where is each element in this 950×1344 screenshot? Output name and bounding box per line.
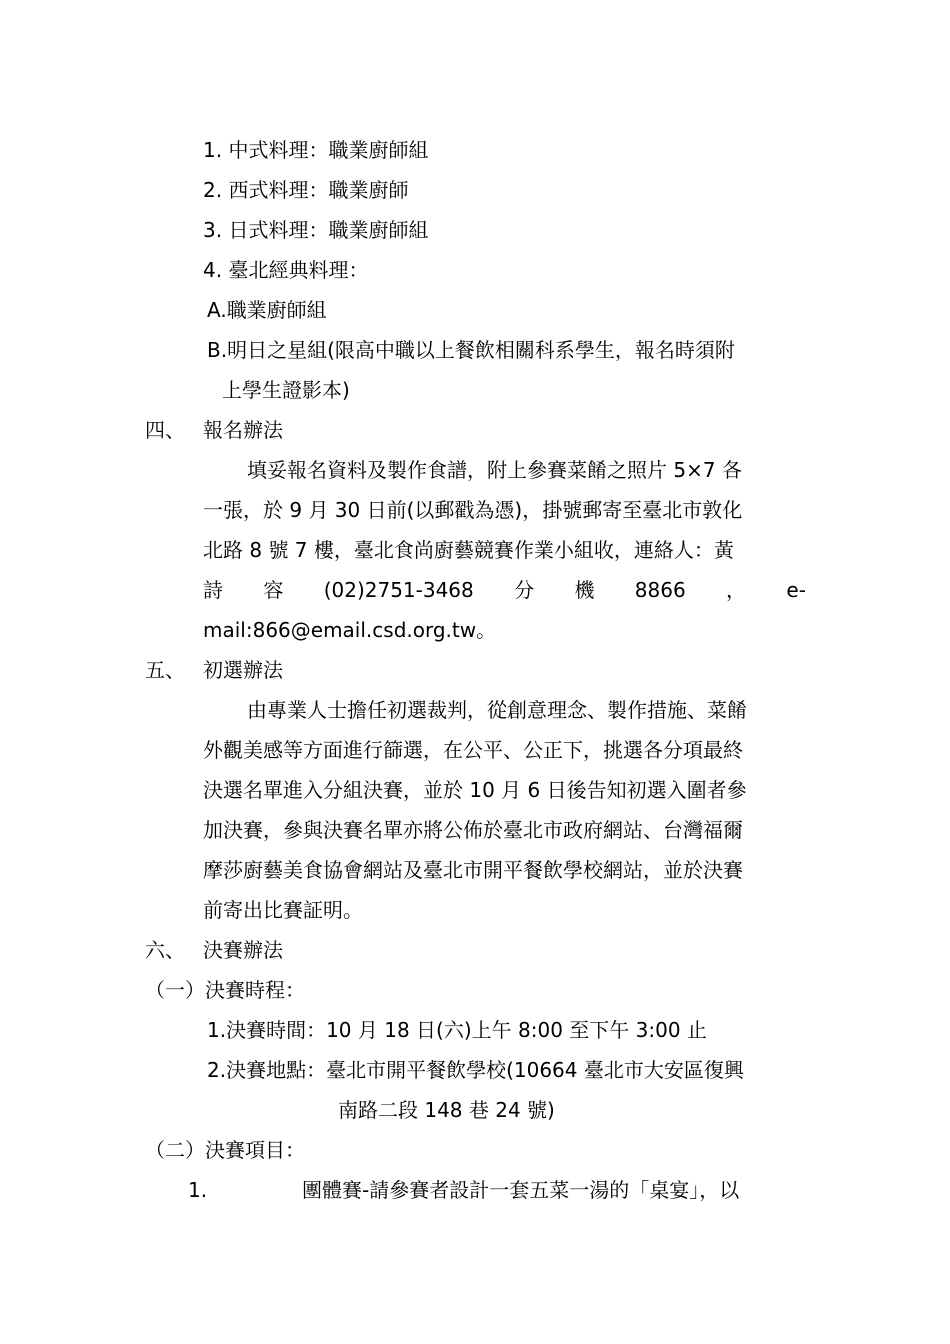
text-segment: e-: [786, 578, 806, 602]
category-item: 1. 中式料理：職業廚師組: [203, 138, 429, 162]
sub-category-item: A.職業廚師組: [207, 298, 327, 322]
sub-category-item: 上學生證影本): [222, 378, 350, 402]
subsection-title: （一）決賽時程：: [145, 978, 305, 1002]
schedule-item: 2.決賽地點：臺北市開平餐飲學校(10664 臺北市大安區復興: [207, 1058, 744, 1082]
paragraph-line: 由專業人士擔任初選裁判，從創意理念、製作措施、菜餚: [247, 698, 747, 722]
text-segment: ，: [726, 578, 747, 602]
paragraph-line: 外觀美感等方面進行篩選，在公平、公正下，挑選各分項最終: [203, 738, 743, 762]
subsection-title: （二）決賽項目：: [145, 1138, 305, 1162]
paragraph-line: 填妥報名資料及製作食譜，附上參賽菜餚之照片 5×7 各: [247, 458, 742, 482]
text-segment: 分: [514, 578, 535, 602]
text-segment: 機: [574, 578, 595, 602]
section-number: 五、: [145, 658, 185, 682]
category-item: 4. 臺北經典料理：: [203, 258, 369, 282]
category-item: 3. 日式料理：職業廚師組: [203, 218, 429, 242]
text-segment: 詩: [203, 578, 223, 602]
section-title: 報名辦法: [203, 418, 283, 442]
schedule-item: 1.決賽時間：10 月 18 日(六)上午 8:00 至下午 3:00 止: [207, 1018, 707, 1042]
section-title: 初選辦法: [203, 658, 283, 682]
justified-line: [203, 576, 806, 604]
section-number: 六、: [145, 938, 185, 962]
paragraph-line: 前寄出比賽証明。: [203, 898, 363, 922]
text-segment: 容: [263, 578, 284, 602]
schedule-item: 南路二段 148 巷 24 號): [338, 1098, 555, 1122]
paragraph-line: 加決賽，參與決賽名單亦將公佈於臺北市政府網站、台灣福爾: [203, 818, 743, 842]
section-number: 四、: [145, 418, 185, 442]
section-title: 決賽辦法: [203, 938, 283, 962]
paragraph-line: 決選名單進入分組決賽，並於 10 月 6 日後告知初選入圍者參: [203, 778, 747, 802]
sub-category-item: B.明日之星組(限高中職以上餐飲相關科系學生，報名時須附: [207, 338, 735, 362]
text-segment: (02)2751-3468: [323, 578, 474, 602]
paragraph-line: 一張，於 9 月 30 日前(以郵戳為憑)，掛號郵寄至臺北市敦化: [203, 498, 743, 522]
event-number: 1.: [188, 1178, 208, 1202]
event-text: 團體賽-請參賽者設計一套五菜一湯的「桌宴」，以: [302, 1178, 740, 1202]
text-segment: 8866: [634, 578, 686, 602]
paragraph-line: mail:866@email.csd.org.tw。: [203, 618, 497, 642]
category-item: 2. 西式料理：職業廚師: [203, 178, 409, 202]
paragraph-line: 摩莎廚藝美食協會網站及臺北市開平餐飲學校網站，並於決賽: [203, 858, 743, 882]
paragraph-line: 北路 8 號 7 樓，臺北食尚廚藝競賽作業小組收，連絡人：黃: [203, 538, 734, 562]
